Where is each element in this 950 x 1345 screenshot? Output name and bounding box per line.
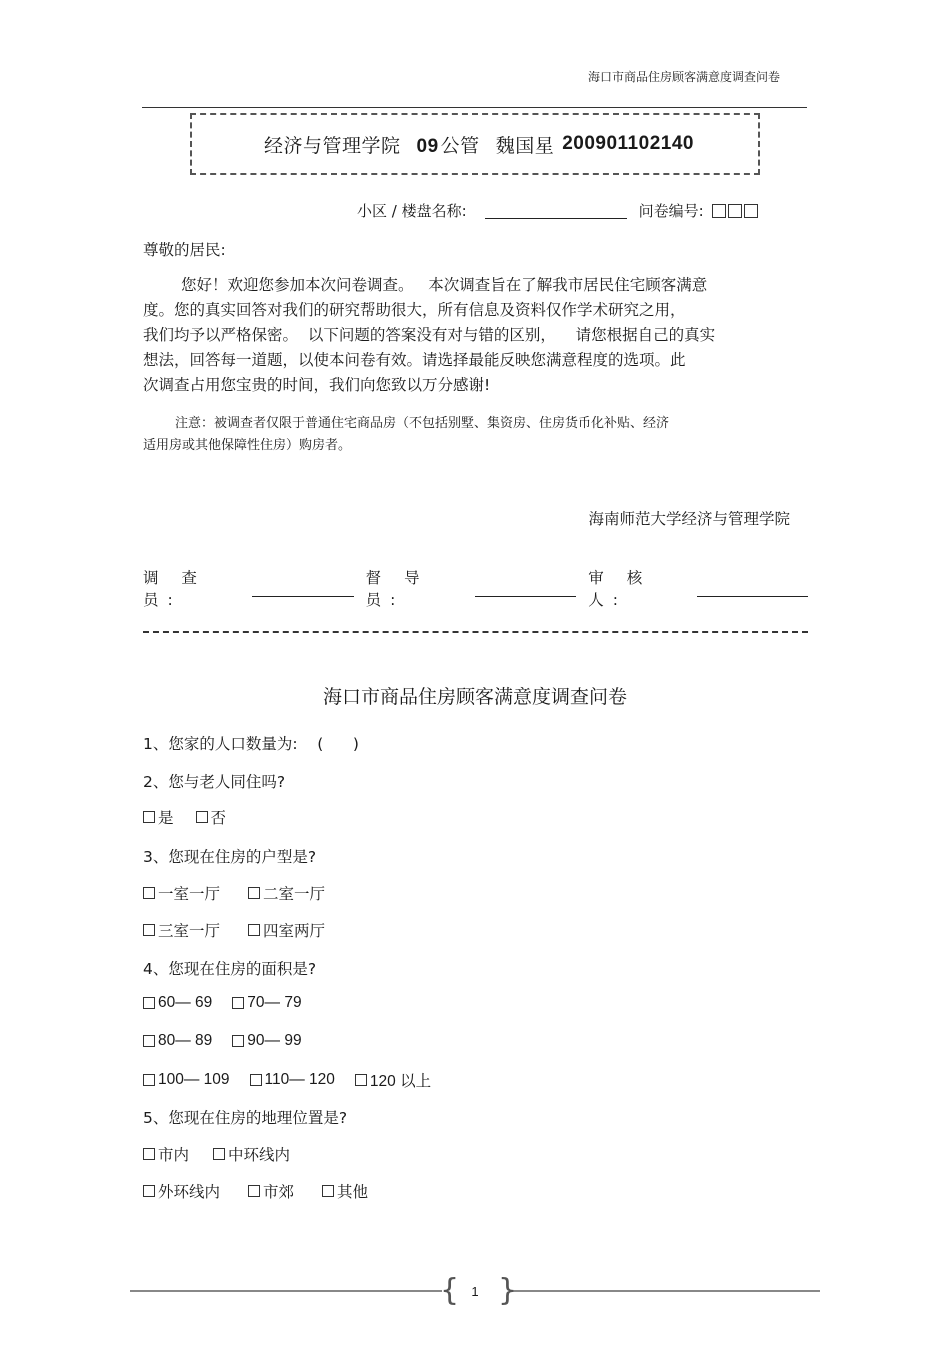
option-label: 80— 89 xyxy=(158,1032,213,1049)
option-label: 否 xyxy=(210,809,227,827)
checkbox-icon[interactable] xyxy=(355,1074,367,1086)
checkbox-icon[interactable] xyxy=(143,1148,155,1160)
college-name: 经济与管理学院 xyxy=(264,134,401,157)
q3-option-2[interactable] xyxy=(248,882,325,904)
q3-option-4[interactable] xyxy=(248,919,325,941)
question-4-options-row-3 xyxy=(143,1069,459,1091)
question-4-options-row-1 xyxy=(143,994,330,1012)
question-3: 3、您现在住房的户型是? xyxy=(143,848,317,866)
option-label: 市内 xyxy=(158,1146,190,1164)
reviewer-label: 审 核 人: xyxy=(588,569,652,609)
q3-option-3[interactable] xyxy=(143,919,220,941)
option-label: 外环线内 xyxy=(158,1183,221,1201)
checkbox-icon[interactable] xyxy=(232,1035,244,1047)
question-2-options xyxy=(143,806,254,828)
meta-line xyxy=(357,200,758,221)
option-label: 四室两厅 xyxy=(263,922,326,940)
eligibility-note xyxy=(143,413,763,457)
checkbox-icon[interactable] xyxy=(196,811,208,823)
checkbox-icon[interactable] xyxy=(248,924,260,936)
intro-line-2: 度。您的真实回答对我们的研究帮助很大，所有信息及资料仅作学术研究之用， xyxy=(143,301,686,319)
q5-option-outer-ring[interactable] xyxy=(143,1180,220,1202)
question-2: 2、您与老人同住吗? xyxy=(143,773,286,791)
checkbox-icon[interactable] xyxy=(143,997,155,1009)
student-name: 魏国星 xyxy=(495,134,555,157)
estate-field[interactable] xyxy=(485,202,627,219)
q4-option-100-109[interactable] xyxy=(143,1071,230,1089)
organization: 海南师范大学经济与管理学院 xyxy=(588,510,790,528)
checkbox-icon[interactable] xyxy=(322,1185,334,1197)
option-label: 中环线内 xyxy=(228,1146,291,1164)
major: 公管 xyxy=(440,134,480,157)
option-label: 一室一厅 xyxy=(158,885,221,903)
option-label: 110— 120 xyxy=(264,1071,335,1088)
qnum-boxes[interactable] xyxy=(712,204,758,218)
intro-paragraph xyxy=(143,273,803,398)
q4-option-60-69[interactable] xyxy=(143,994,212,1012)
checkbox-icon[interactable] xyxy=(143,1185,155,1197)
qnum-box-1[interactable] xyxy=(712,204,726,218)
checkbox-icon[interactable] xyxy=(143,1035,155,1047)
q4-option-70-79[interactable] xyxy=(232,994,301,1012)
question-3-options-row-1 xyxy=(143,882,353,904)
checkbox-icon[interactable] xyxy=(250,1074,262,1086)
cut-line xyxy=(143,631,808,633)
question-1: 1、您家的人口数量为: ( ) xyxy=(143,735,359,753)
reviewer-field[interactable] xyxy=(697,580,808,597)
q3-option-1[interactable] xyxy=(143,882,220,904)
intro-line-3: 我们均予以严格保密。 以下问题的答案没有对与错的区别， 请您根据自己的真实 xyxy=(143,326,716,344)
q2-option-no[interactable] xyxy=(196,806,227,828)
intro-line-5: 次调查占用您宝贵的时间，我们向您致以万分感谢! xyxy=(143,376,491,394)
option-label: 二室一厅 xyxy=(263,885,326,903)
page-number: 1 xyxy=(471,1284,479,1299)
option-label: 市郊 xyxy=(263,1183,295,1201)
option-label: 120 以上 xyxy=(369,1073,432,1090)
surveyor-label: 调 查 员: xyxy=(143,569,206,609)
q4-option-120-plus[interactable] xyxy=(355,1069,431,1091)
questionnaire-title: 海口市商品住房顾客满意度调查问卷 xyxy=(322,686,627,708)
class-info xyxy=(417,131,480,158)
option-label: 三室一厅 xyxy=(158,922,221,940)
question-5-options-row-1 xyxy=(143,1143,318,1165)
q5-option-other[interactable] xyxy=(322,1180,368,1202)
right-brace-icon: } xyxy=(498,1273,518,1308)
note-line-1: 注意：被调查者仅限于普通住宅商品房（不包括别墅、集资房、住房货币化补贴、经济 xyxy=(175,416,670,431)
qnum-label: 问卷编号: xyxy=(638,202,704,220)
question-3-options-row-2 xyxy=(143,919,353,941)
checkbox-icon[interactable] xyxy=(143,887,155,899)
intro-line-4: 想法，回答每一道题，以使本问卷有效。请选择最能反映您满意程度的选项。此 xyxy=(143,351,686,369)
checkbox-icon[interactable] xyxy=(143,811,155,823)
surveyor-field[interactable] xyxy=(252,580,354,597)
qnum-box-2[interactable] xyxy=(728,204,742,218)
option-label: 其他 xyxy=(337,1183,369,1201)
q4-option-90-99[interactable] xyxy=(232,1032,301,1050)
checkbox-icon[interactable] xyxy=(248,1185,260,1197)
q5-option-city[interactable] xyxy=(143,1143,189,1165)
salutation: 尊敬的居民: xyxy=(143,241,226,259)
header-rule xyxy=(142,107,807,108)
checkbox-icon[interactable] xyxy=(232,997,244,1009)
option-label: 70— 79 xyxy=(247,994,302,1011)
student-id: 200901102140 xyxy=(562,133,694,154)
checkbox-icon[interactable] xyxy=(143,924,155,936)
intro-line-1: 您好！欢迎您参加本次问卷调查。 本次调查旨在了解我市居民住宅顾客满意 xyxy=(181,276,708,294)
note-line-2: 适用房或其他保障性住房）购房者。 xyxy=(143,438,352,453)
option-label: 是 xyxy=(158,809,174,827)
q5-option-suburb[interactable] xyxy=(248,1180,294,1202)
question-4-options-row-2 xyxy=(143,1032,330,1050)
option-label: 100— 109 xyxy=(158,1071,230,1088)
checkbox-icon[interactable] xyxy=(213,1148,225,1160)
qnum-box-3[interactable] xyxy=(744,204,758,218)
question-5: 5、您现在住房的地理位置是? xyxy=(143,1109,348,1127)
supervisor-label: 督 导 员: xyxy=(365,569,429,609)
identity-box xyxy=(190,113,760,175)
q4-option-80-89[interactable] xyxy=(143,1032,212,1050)
q5-option-middle-ring[interactable] xyxy=(213,1143,290,1165)
question-5-options-row-2 xyxy=(143,1180,396,1202)
class-year: 09 xyxy=(416,135,439,157)
question-4: 4、您现在住房的面积是? xyxy=(143,960,317,978)
option-label: 90— 99 xyxy=(247,1032,302,1049)
option-label: 60— 69 xyxy=(158,994,213,1011)
checkbox-icon[interactable] xyxy=(248,887,260,899)
header-title: 海口市商品住房顾客满意度调查问卷 xyxy=(587,70,780,84)
supervisor-field[interactable] xyxy=(475,580,577,597)
q4-option-110-120[interactable] xyxy=(250,1071,335,1089)
staff-signature-line xyxy=(143,566,808,610)
checkbox-icon[interactable] xyxy=(143,1074,155,1086)
estate-label: 小区 / 楼盘名称: xyxy=(357,202,467,220)
left-brace-icon: { xyxy=(440,1273,460,1308)
q2-option-yes[interactable] xyxy=(143,806,174,828)
